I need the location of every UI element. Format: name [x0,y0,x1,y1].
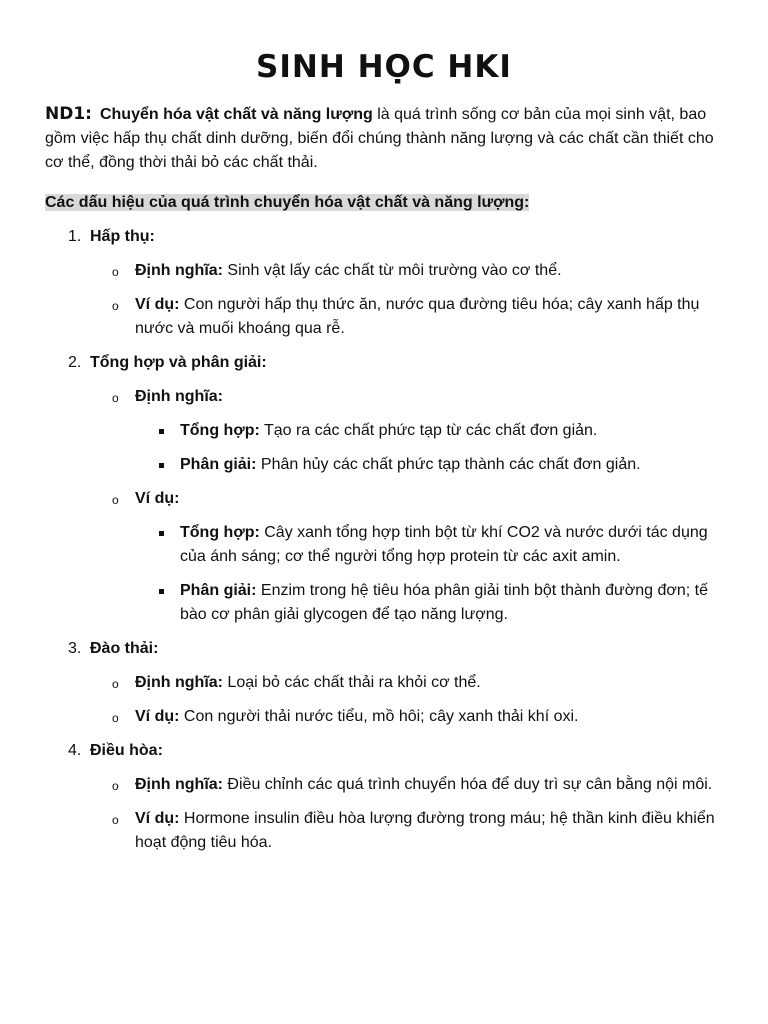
section-label: ND1: [45,104,92,124]
sub-item-label: Tổng hợp: [180,422,260,439]
definition-text: Điều chỉnh các quá trình chuyển hóa để duy trì sự cân bằng nội môi. [222,776,713,793]
circle-bullet-icon: o [112,493,119,507]
example-item [90,293,723,341]
circle-bullet-icon: o [112,711,119,725]
definition-label: Định nghĩa: [135,388,223,405]
list-item-title: Tổng hợp và phân giải: [90,354,267,371]
square-bullet-icon [159,531,164,536]
signs-heading [45,191,723,215]
circle-bullet-icon: o [112,265,119,279]
circle-bullet-icon: o [112,813,119,827]
list-number: 4. [68,742,82,759]
sub-item-text: Enzim trong hệ tiêu hóa phân giải tinh bột thành đường đơn; tế bào cơ phân giải glycogen để tạo năng lượng. [180,582,709,623]
list-number: 2. [68,354,82,371]
example-label: Ví dụ: [135,490,180,507]
definition-sub-item [135,453,723,477]
example-sub-item [135,579,723,627]
sub-item-label: Phân giải: [180,456,257,473]
list-item-title: Điều hòa: [90,742,163,759]
list-item-title: Đào thải: [90,640,159,657]
sub-item-text: Phân hủy các chất phức tạp thành các chất đơn giản. [256,456,641,473]
intro-paragraph [45,102,723,175]
sub-item-label: Tổng hợp: [180,524,260,541]
example-label: Ví dụ: [135,810,180,827]
definition-text: Sinh vật lấy các chất từ môi trường vào cơ thể. [222,262,562,279]
example-text: Con người thải nước tiểu, mồ hôi; cây xanh thải khí oxi. [179,708,579,725]
definition-label: Định nghĩa: [135,776,223,793]
definition-sub-list [135,419,723,477]
circle-bullet-icon: o [112,391,119,405]
example-sub-item [135,521,723,569]
list-item-title: Hấp thụ: [90,228,155,245]
example-item [90,807,723,855]
example-label: Ví dụ: [135,296,180,313]
sub-list [90,385,723,627]
definition-item [90,259,723,283]
sub-item-label: Phân giải: [180,582,257,599]
list-item-absorption [45,225,723,341]
square-bullet-icon [159,589,164,594]
example-sub-list [135,521,723,627]
document-title: SINH HỌC HKI [256,49,512,85]
example-label: Ví dụ: [135,708,180,725]
sub-list [90,671,723,729]
signs-heading-text: Các dấu hiệu của quá trình chuyển hóa vật chất và năng lượng: [45,194,530,211]
list-number: 1. [68,228,82,245]
definition-text: Loại bỏ các chất thải ra khỏi cơ thể. [222,674,481,691]
definition-item [90,671,723,695]
sub-item-text: Tạo ra các chất phức tạp từ các chất đơn giản. [259,422,598,439]
square-bullet-icon [159,429,164,434]
definition-item [90,385,723,477]
example-item [90,705,723,729]
list-item-excretion [45,637,723,729]
definition-item [90,773,723,797]
sub-list [90,773,723,855]
definition-sub-item [135,419,723,443]
definition-label: Định nghĩa: [135,674,223,691]
circle-bullet-icon: o [112,779,119,793]
list-item-regulation [45,739,723,855]
example-text: Con người hấp thụ thức ăn, nước qua đường tiêu hóa; cây xanh hấp thụ nước và muối khoáng qua rễ. [135,296,700,337]
circle-bullet-icon: o [112,299,119,313]
list-number: 3. [68,640,82,657]
intro-text: là quá trình sống cơ bản của mọi sinh vật, bao gồm việc hấp thụ chất dinh dưỡng, biến đổi chúng thành năng lượng và các chất cần thiết cho cơ thể, đồng thời thải bỏ các chất thải. [45,106,714,171]
intro-term: Chuyển hóa vật chất và năng lượng [99,106,373,123]
list-item-synthesis [45,351,723,627]
square-bullet-icon [159,463,164,468]
sub-list [90,259,723,341]
definition-label: Định nghĩa: [135,262,223,279]
example-item [90,487,723,627]
example-text: Hormone insulin điều hòa lượng đường trong máu; hệ thần kinh điều khiển hoạt động tiêu hóa. [135,810,715,851]
signs-list [45,225,723,855]
sub-item-text: Cây xanh tổng hợp tinh bột từ khí CO2 và nước dưới tác dụng của ánh sáng; cơ thể người tổng hợp protein từ các axit amin. [180,524,708,565]
circle-bullet-icon: o [112,677,119,691]
